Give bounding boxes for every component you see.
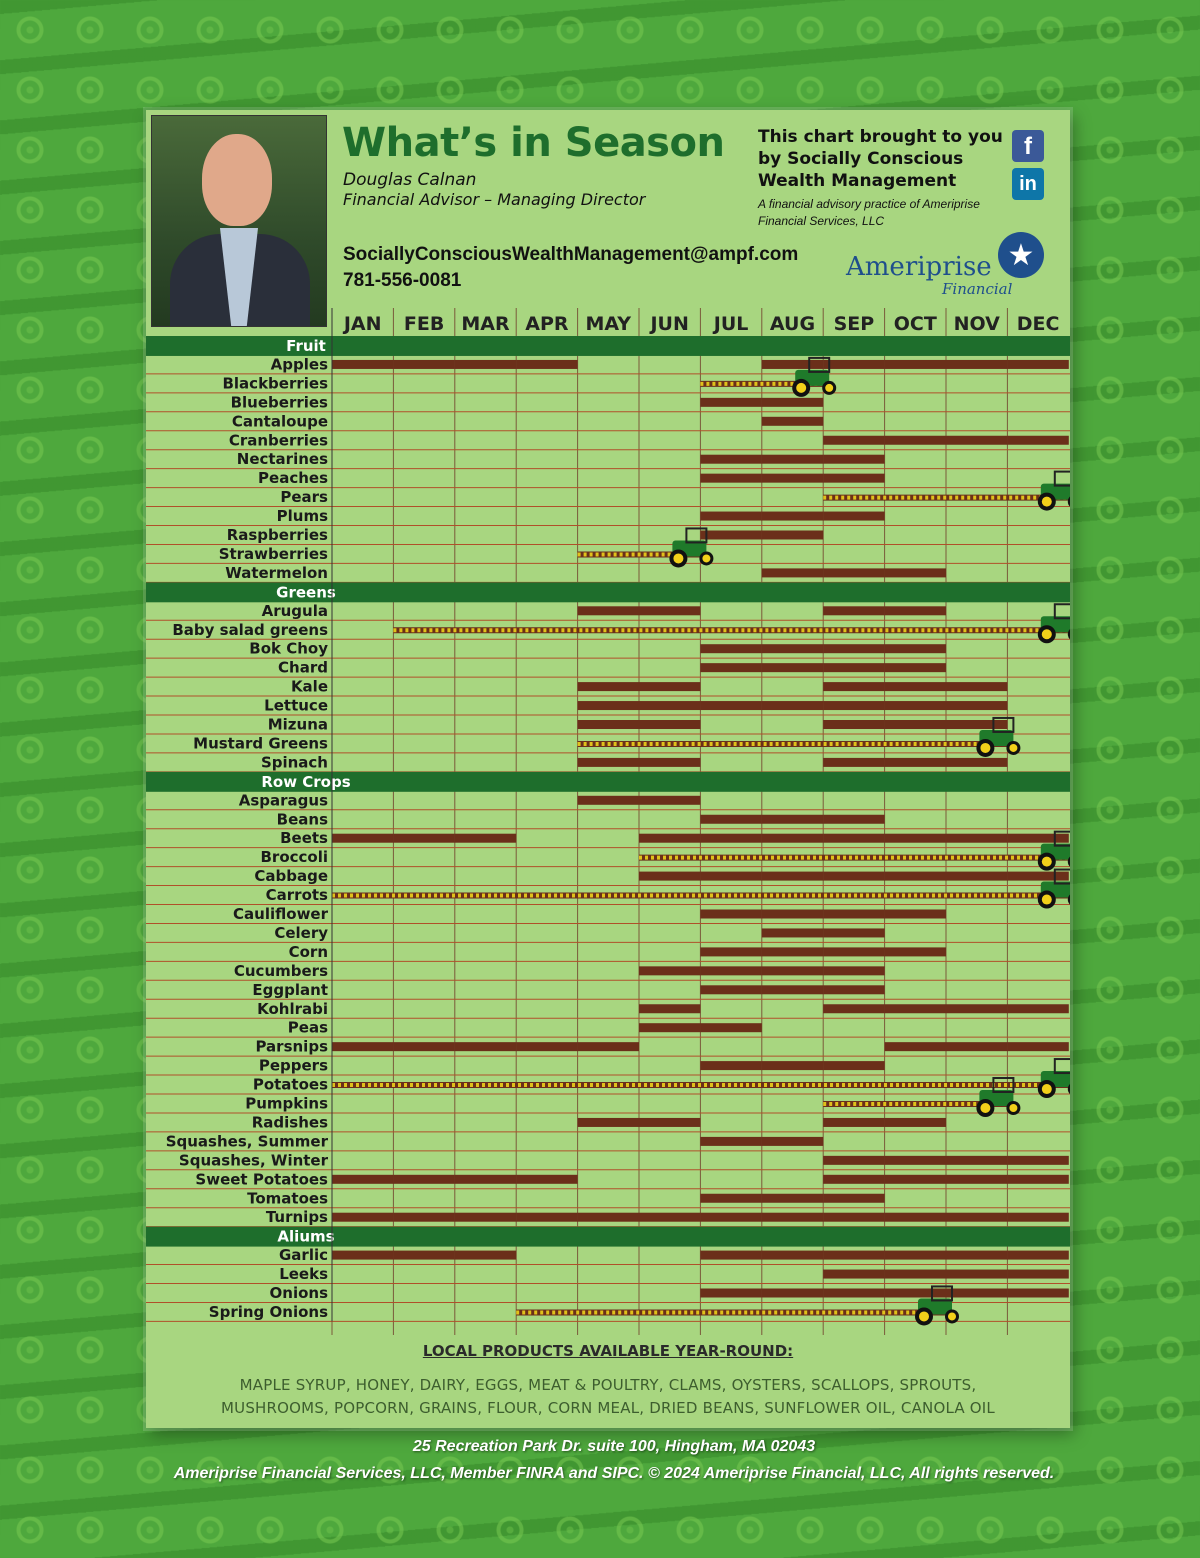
season-bar-tomatoes-aug (762, 1194, 823, 1203)
season-bar-mizuna-may (578, 720, 639, 729)
row-label-watermelon: Watermelon (225, 563, 328, 582)
row-label-potatoes: Potatoes (252, 1075, 328, 1094)
section-label-aliums: Aliums (277, 1227, 335, 1246)
facebook-icon[interactable]: f (1012, 130, 1044, 162)
season-bar-mizuna-nov (946, 720, 1007, 729)
season-bar-peppers-sep (823, 1061, 884, 1070)
tractor-icon-hub-carrots (1042, 895, 1052, 905)
row-label-bok-choy: Bok Choy (249, 639, 328, 658)
season-bar-parsnips-nov (946, 1042, 1007, 1051)
row-label-parsnips: Parsnips (255, 1037, 328, 1056)
season-bar-apples-oct (885, 360, 946, 369)
month-label-mar: MAR (461, 313, 510, 335)
tractor-icon-hub-baby-salad-greens (1042, 629, 1052, 639)
row-label-asparagus: Asparagus (238, 791, 328, 810)
season-bar-asparagus-may (578, 796, 639, 805)
row-label-kale: Kale (290, 677, 328, 696)
season-bar-radishes-jun (639, 1118, 700, 1127)
season-bar-cabbage-jul (700, 872, 761, 881)
season-bar-bok-choy-jul (700, 644, 761, 653)
season-bar-lettuce-jun (639, 701, 700, 710)
section-label-row-crops: Row Crops (261, 772, 351, 791)
season-bar-lettuce-sep (823, 701, 884, 710)
season-bar-leeks-nov (946, 1270, 1007, 1279)
advisor-name: Douglas Calnan (343, 170, 477, 190)
season-bar-turnips-dec (1007, 1213, 1068, 1222)
row-label-plums: Plums (276, 507, 328, 526)
tractor-icon-hub-spring-onions (919, 1311, 929, 1321)
season-bar-sweet-potatoes-apr (516, 1175, 577, 1184)
row-label-beets: Beets (280, 829, 328, 848)
season-bar-squashes-winter-dec (1007, 1156, 1068, 1165)
month-label-nov: NOV (953, 313, 1000, 335)
season-bar-beets-aug (762, 834, 823, 843)
row-label-beans: Beans (276, 810, 328, 829)
season-bar-nectarines-jul (700, 455, 761, 464)
tractor-icon-hub-pears (1042, 497, 1052, 507)
row-label-tomatoes: Tomatoes (247, 1189, 328, 1208)
tractor-icon-hub2-spring-onions (948, 1312, 956, 1320)
season-bar-turnips-sep (823, 1213, 884, 1222)
row-label-corn: Corn (288, 942, 328, 961)
season-bar-sweet-potatoes-mar (455, 1175, 516, 1184)
season-bar-onions-jul (700, 1289, 761, 1298)
month-label-jan: JAN (343, 313, 382, 335)
season-bar-cranberries-sep (823, 436, 884, 445)
season-bar-kohlrabi-dec (1007, 1004, 1068, 1013)
season-bar-kohlrabi-sep (823, 1004, 884, 1013)
season-bar-turnips-feb (393, 1213, 454, 1222)
season-bar-radishes-may (578, 1118, 639, 1127)
practice-note: A financial advisory practice of Ameriprise Financial Services, LLC (758, 197, 980, 228)
season-bar-squashes-summer-jul (700, 1137, 761, 1146)
row-label-kohlrabi: Kohlrabi (257, 999, 328, 1018)
season-bar-apples-apr (516, 360, 577, 369)
season-bar-celery-sep (823, 928, 884, 937)
season-bar-watermelon-oct (885, 568, 946, 577)
season-bar-onions-dec (1007, 1289, 1068, 1298)
season-bar-peppers-aug (762, 1061, 823, 1070)
row-label-mustard-greens: Mustard Greens (193, 734, 328, 753)
tractor-icon-hub2-pumpkins (1009, 1104, 1017, 1112)
season-bar-corn-oct (885, 947, 946, 956)
season-bar-beans-aug (762, 815, 823, 824)
season-bar-cabbage-aug (762, 872, 823, 881)
tractor-icon-hub-mustard-greens (980, 743, 990, 753)
linkedin-icon[interactable]: in (1012, 168, 1044, 200)
season-bar-squashes-winter-oct (885, 1156, 946, 1165)
row-label-cranberries: Cranberries (228, 431, 328, 450)
season-bar-spinach-oct (885, 758, 946, 767)
season-bar-cauliflower-oct (885, 910, 946, 919)
row-label-peppers: Peppers (258, 1056, 328, 1075)
season-bar-sweet-potatoes-dec (1007, 1175, 1068, 1184)
phone-number[interactable]: 781-556-0081 (343, 270, 462, 291)
season-bar-kale-sep (823, 682, 884, 691)
season-bar-asparagus-jun (639, 796, 700, 805)
month-label-may: MAY (585, 313, 632, 335)
season-bar-raspberries-jul (700, 531, 761, 540)
tractor-icon-hub-pumpkins (980, 1103, 990, 1113)
season-bar-onions-sep (823, 1289, 884, 1298)
season-bar-radishes-sep (823, 1118, 884, 1127)
month-label-oct: OCT (893, 313, 937, 335)
season-bar-arugula-jun (639, 606, 700, 615)
season-bar-beans-sep (823, 815, 884, 824)
season-bar-leeks-sep (823, 1270, 884, 1279)
season-bar-spinach-jun (639, 758, 700, 767)
row-label-garlic: Garlic (278, 1246, 328, 1265)
season-bar-cauliflower-jul (700, 910, 761, 919)
season-bar-bok-choy-aug (762, 644, 823, 653)
row-label-broccoli: Broccoli (260, 848, 328, 867)
season-bar-blueberries-aug (762, 398, 823, 407)
season-bar-onions-aug (762, 1289, 823, 1298)
row-label-chard: Chard (278, 658, 328, 677)
season-bar-beets-feb (393, 834, 454, 843)
row-label-squashes-summer: Squashes, Summer (165, 1132, 328, 1151)
tractor-icon-hub2-blackberries (825, 384, 833, 392)
tractor-icon-hub-broccoli (1042, 857, 1052, 867)
season-bar-turnips-may (578, 1213, 639, 1222)
tractor-icon-hub-potatoes (1042, 1084, 1052, 1094)
season-bar-apples-mar (455, 360, 516, 369)
season-bar-garlic-sep (823, 1251, 884, 1260)
season-bar-sweet-potatoes-oct (885, 1175, 946, 1184)
month-label-aug: AUG (769, 313, 816, 335)
season-bar-garlic-oct (885, 1251, 946, 1260)
month-label-feb: FEB (403, 313, 445, 335)
season-bar-bok-choy-sep (823, 644, 884, 653)
season-bar-cauliflower-aug (762, 910, 823, 919)
row-label-strawberries: Strawberries (218, 544, 328, 563)
row-label-sweet-potatoes: Sweet Potatoes (195, 1170, 328, 1189)
season-bar-nectarines-sep (823, 455, 884, 464)
season-bar-cranberries-oct (885, 436, 946, 445)
season-bar-cabbage-oct (885, 872, 946, 881)
season-bar-chard-oct (885, 663, 946, 672)
email-link[interactable]: SociallyConsciousWealthManagement@ampf.com (343, 244, 799, 265)
footer-address: 25 Recreation Park Dr. suite 100, Hingham, MA 02043 (412, 1438, 816, 1455)
season-bar-turnips-jan (332, 1213, 393, 1222)
tractor-icon-cab-baby-salad-greens (1055, 604, 1070, 618)
season-bar-garlic-dec (1007, 1251, 1068, 1260)
logo-wordmark: Ameriprise (846, 252, 992, 282)
season-bar-squashes-winter-nov (946, 1156, 1007, 1165)
season-bar-sweet-potatoes-feb (393, 1175, 454, 1184)
season-bar-turnips-jul (700, 1213, 761, 1222)
season-bar-eggplant-sep (823, 985, 884, 994)
logo-subtitle: Financial (942, 280, 1013, 298)
season-bar-squashes-summer-aug (762, 1137, 823, 1146)
season-bar-plums-sep (823, 512, 884, 521)
season-bar-parsnips-jan (332, 1042, 393, 1051)
season-bar-beets-mar (455, 834, 516, 843)
season-bar-apples-dec (1007, 360, 1068, 369)
row-label-eggplant: Eggplant (252, 980, 328, 999)
season-bar-spinach-nov (946, 758, 1007, 767)
season-bar-apples-sep (823, 360, 884, 369)
season-bar-kohlrabi-jun (639, 1004, 700, 1013)
season-bar-garlic-nov (946, 1251, 1007, 1260)
season-bar-turnips-jun (639, 1213, 700, 1222)
row-label-mizuna: Mizuna (267, 715, 328, 734)
season-bar-sweet-potatoes-sep (823, 1175, 884, 1184)
season-bar-sweet-potatoes-jan (332, 1175, 393, 1184)
brought-by-text: This chart brought to you by Socially Conscious Wealth Management (758, 127, 1003, 191)
row-label-peaches: Peaches (258, 469, 328, 488)
season-bar-spinach-sep (823, 758, 884, 767)
season-bar-raspberries-aug (762, 531, 823, 540)
row-label-onions: Onions (269, 1284, 328, 1302)
season-bar-onions-oct (885, 1289, 946, 1298)
season-bar-beets-oct (885, 834, 946, 843)
season-bar-kohlrabi-oct (885, 1004, 946, 1013)
row-label-celery: Celery (274, 923, 328, 942)
season-bar-cucumbers-aug (762, 966, 823, 975)
season-bar-radishes-oct (885, 1118, 946, 1127)
season-bar-garlic-mar (455, 1251, 516, 1260)
season-bar-kohlrabi-nov (946, 1004, 1007, 1013)
season-bar-sweet-potatoes-nov (946, 1175, 1007, 1184)
season-bar-arugula-sep (823, 606, 884, 615)
season-bar-peaches-sep (823, 474, 884, 483)
month-label-jun: JUN (650, 313, 689, 335)
season-bar-mizuna-sep (823, 720, 884, 729)
season-bar-cabbage-dec (1007, 872, 1068, 881)
season-bar-beets-jun (639, 834, 700, 843)
season-bar-turnips-mar (455, 1213, 516, 1222)
page-title: What’s in Season (342, 120, 725, 166)
season-bar-beets-sep (823, 834, 884, 843)
row-label-spinach: Spinach (260, 753, 328, 772)
season-bar-cauliflower-sep (823, 910, 884, 919)
month-label-dec: DEC (1016, 313, 1060, 335)
season-bar-parsnips-feb (393, 1042, 454, 1051)
season-bar-garlic-feb (393, 1251, 454, 1260)
season-bar-kale-nov (946, 682, 1007, 691)
season-bar-cabbage-nov (946, 872, 1007, 881)
season-bar-watermelon-aug (762, 568, 823, 577)
row-label-blueberries: Blueberries (230, 393, 328, 412)
row-label-cucumbers: Cucumbers (233, 961, 328, 980)
season-bar-lettuce-nov (946, 701, 1007, 710)
row-label-squashes-winter: Squashes, Winter (178, 1151, 328, 1170)
season-bar-garlic-jul (700, 1251, 761, 1260)
season-bar-beets-jul (700, 834, 761, 843)
local-products-line-2: MUSHROOMS, POPCORN, GRAINS, FLOUR, CORN MEAL, DRIED BEANS, SUNFLOWER OIL, CANOLA OIL (221, 1399, 995, 1417)
season-bar-cranberries-dec (1007, 436, 1068, 445)
row-label-nectarines: Nectarines (236, 450, 328, 469)
local-products-title: LOCAL PRODUCTS AVAILABLE YEAR-ROUND: (422, 1342, 794, 1360)
season-bar-squashes-winter-sep (823, 1156, 884, 1165)
tractor-icon-hub-blackberries (796, 383, 806, 393)
month-label-jul: JUL (713, 313, 749, 335)
row-label-lettuce: Lettuce (264, 696, 328, 715)
season-bar-peaches-jul (700, 474, 761, 483)
tractor-icon-cab-pears (1055, 472, 1070, 486)
row-label-pumpkins: Pumpkins (245, 1094, 328, 1113)
season-bar-kale-may (578, 682, 639, 691)
season-bar-peaches-aug (762, 474, 823, 483)
season-bar-arugula-may (578, 606, 639, 615)
season-bar-kale-jun (639, 682, 700, 691)
season-bar-kale-oct (885, 682, 946, 691)
season-bar-blueberries-jul (700, 398, 761, 407)
section-bar-fruit (146, 336, 1070, 356)
season-bar-tomatoes-jul (700, 1194, 761, 1203)
season-bar-apples-aug (762, 360, 823, 369)
tractor-icon-hub2-mustard-greens (1009, 744, 1017, 752)
season-bar-onions-nov (946, 1289, 1007, 1298)
section-label-greens: Greens (276, 583, 336, 602)
season-bar-turnips-apr (516, 1213, 577, 1222)
season-bar-parsnips-oct (885, 1042, 946, 1051)
row-label-spring-onions: Spring Onions (208, 1302, 328, 1321)
season-bar-leeks-dec (1007, 1270, 1068, 1279)
season-bar-turnips-nov (946, 1213, 1007, 1222)
row-label-cabbage: Cabbage (254, 867, 328, 886)
season-bar-arugula-oct (885, 606, 946, 615)
local-products-line-1: MAPLE SYRUP, HONEY, DAIRY, EGGS, MEAT & POULTRY, CLAMS, OYSTERS, SCALLOPS, SPROUTS, (239, 1376, 977, 1394)
logo-star-glyph: ★ (1007, 238, 1035, 273)
season-bar-bok-choy-oct (885, 644, 946, 653)
season-bar-cabbage-jun (639, 872, 700, 881)
season-bar-garlic-aug (762, 1251, 823, 1260)
season-bar-beets-nov (946, 834, 1007, 843)
advisor-role: Financial Advisor – Managing Director (343, 190, 646, 209)
season-bar-tomatoes-sep (823, 1194, 884, 1203)
season-bar-corn-aug (762, 947, 823, 956)
season-bar-beans-jul (700, 815, 761, 824)
season-bar-corn-jul (700, 947, 761, 956)
season-bar-chard-aug (762, 663, 823, 672)
season-bar-cucumbers-jun (639, 966, 700, 975)
season-bar-mizuna-jun (639, 720, 700, 729)
season-bar-plums-jul (700, 512, 761, 521)
season-bar-turnips-aug (762, 1213, 823, 1222)
season-bar-chard-sep (823, 663, 884, 672)
season-bar-turnips-oct (885, 1213, 946, 1222)
season-bar-leeks-oct (885, 1270, 946, 1279)
season-bar-nectarines-aug (762, 455, 823, 464)
season-bar-lettuce-aug (762, 701, 823, 710)
season-chart (146, 110, 1070, 1340)
season-bar-apples-jan (332, 360, 393, 369)
season-bar-chard-jul (700, 663, 761, 672)
row-label-pears: Pears (280, 488, 328, 507)
season-bar-peppers-jul (700, 1061, 761, 1070)
season-bar-lettuce-oct (885, 701, 946, 710)
season-bar-watermelon-sep (823, 568, 884, 577)
season-bar-cranberries-nov (946, 436, 1007, 445)
season-bar-parsnips-dec (1007, 1042, 1068, 1051)
tractor-icon-hub2-strawberries (702, 554, 710, 562)
tractor-icon-cab-potatoes (1055, 1059, 1070, 1073)
season-bar-parsnips-apr (516, 1042, 577, 1051)
season-bar-eggplant-jul (700, 985, 761, 994)
season-bar-celery-aug (762, 928, 823, 937)
season-bar-peas-jul (700, 1023, 761, 1032)
season-bar-peas-jun (639, 1023, 700, 1032)
row-label-cantaloupe: Cantaloupe (231, 412, 328, 431)
season-bar-spinach-may (578, 758, 639, 767)
row-label-peas: Peas (287, 1018, 328, 1037)
row-label-radishes: Radishes (251, 1113, 328, 1132)
season-bar-mizuna-oct (885, 720, 946, 729)
section-label-fruit: Fruit (286, 337, 326, 355)
season-bar-eggplant-aug (762, 985, 823, 994)
season-bar-corn-sep (823, 947, 884, 956)
season-bar-beets-jan (332, 834, 393, 843)
month-label-apr: APR (525, 313, 569, 335)
season-bar-parsnips-may (578, 1042, 639, 1051)
season-bar-cantaloupe-aug (762, 417, 823, 426)
season-bar-apples-feb (393, 360, 454, 369)
season-bar-apples-nov (946, 360, 1007, 369)
season-bar-cabbage-sep (823, 872, 884, 881)
footer-legal: Ameriprise Financial Services, LLC, Member FINRA and SIPC. © 2024 Ameriprise Financial, LLC, All rights reserved. (173, 1465, 1055, 1482)
month-label-sep: SEP (833, 313, 875, 335)
row-label-leeks: Leeks (279, 1265, 328, 1284)
row-label-turnips: Turnips (265, 1208, 328, 1227)
row-label-blackberries: Blackberries (222, 374, 328, 393)
season-bar-cucumbers-jul (700, 966, 761, 975)
season-bar-lettuce-jul (700, 701, 761, 710)
season-bar-beets-dec (1007, 834, 1068, 843)
row-label-raspberries: Raspberries (226, 526, 328, 544)
row-label-apples: Apples (270, 355, 328, 374)
row-label-arugula: Arugula (261, 601, 328, 620)
row-label-carrots: Carrots (265, 886, 328, 905)
season-bar-garlic-jan (332, 1251, 393, 1260)
season-bar-cucumbers-sep (823, 966, 884, 975)
season-bar-plums-aug (762, 512, 823, 521)
row-label-cauliflower: Cauliflower (233, 905, 328, 923)
row-label-baby-salad-greens: Baby salad greens (172, 620, 328, 639)
season-bar-parsnips-mar (455, 1042, 516, 1051)
season-bar-lettuce-may (578, 701, 639, 710)
tractor-icon-hub-strawberries (673, 553, 683, 563)
